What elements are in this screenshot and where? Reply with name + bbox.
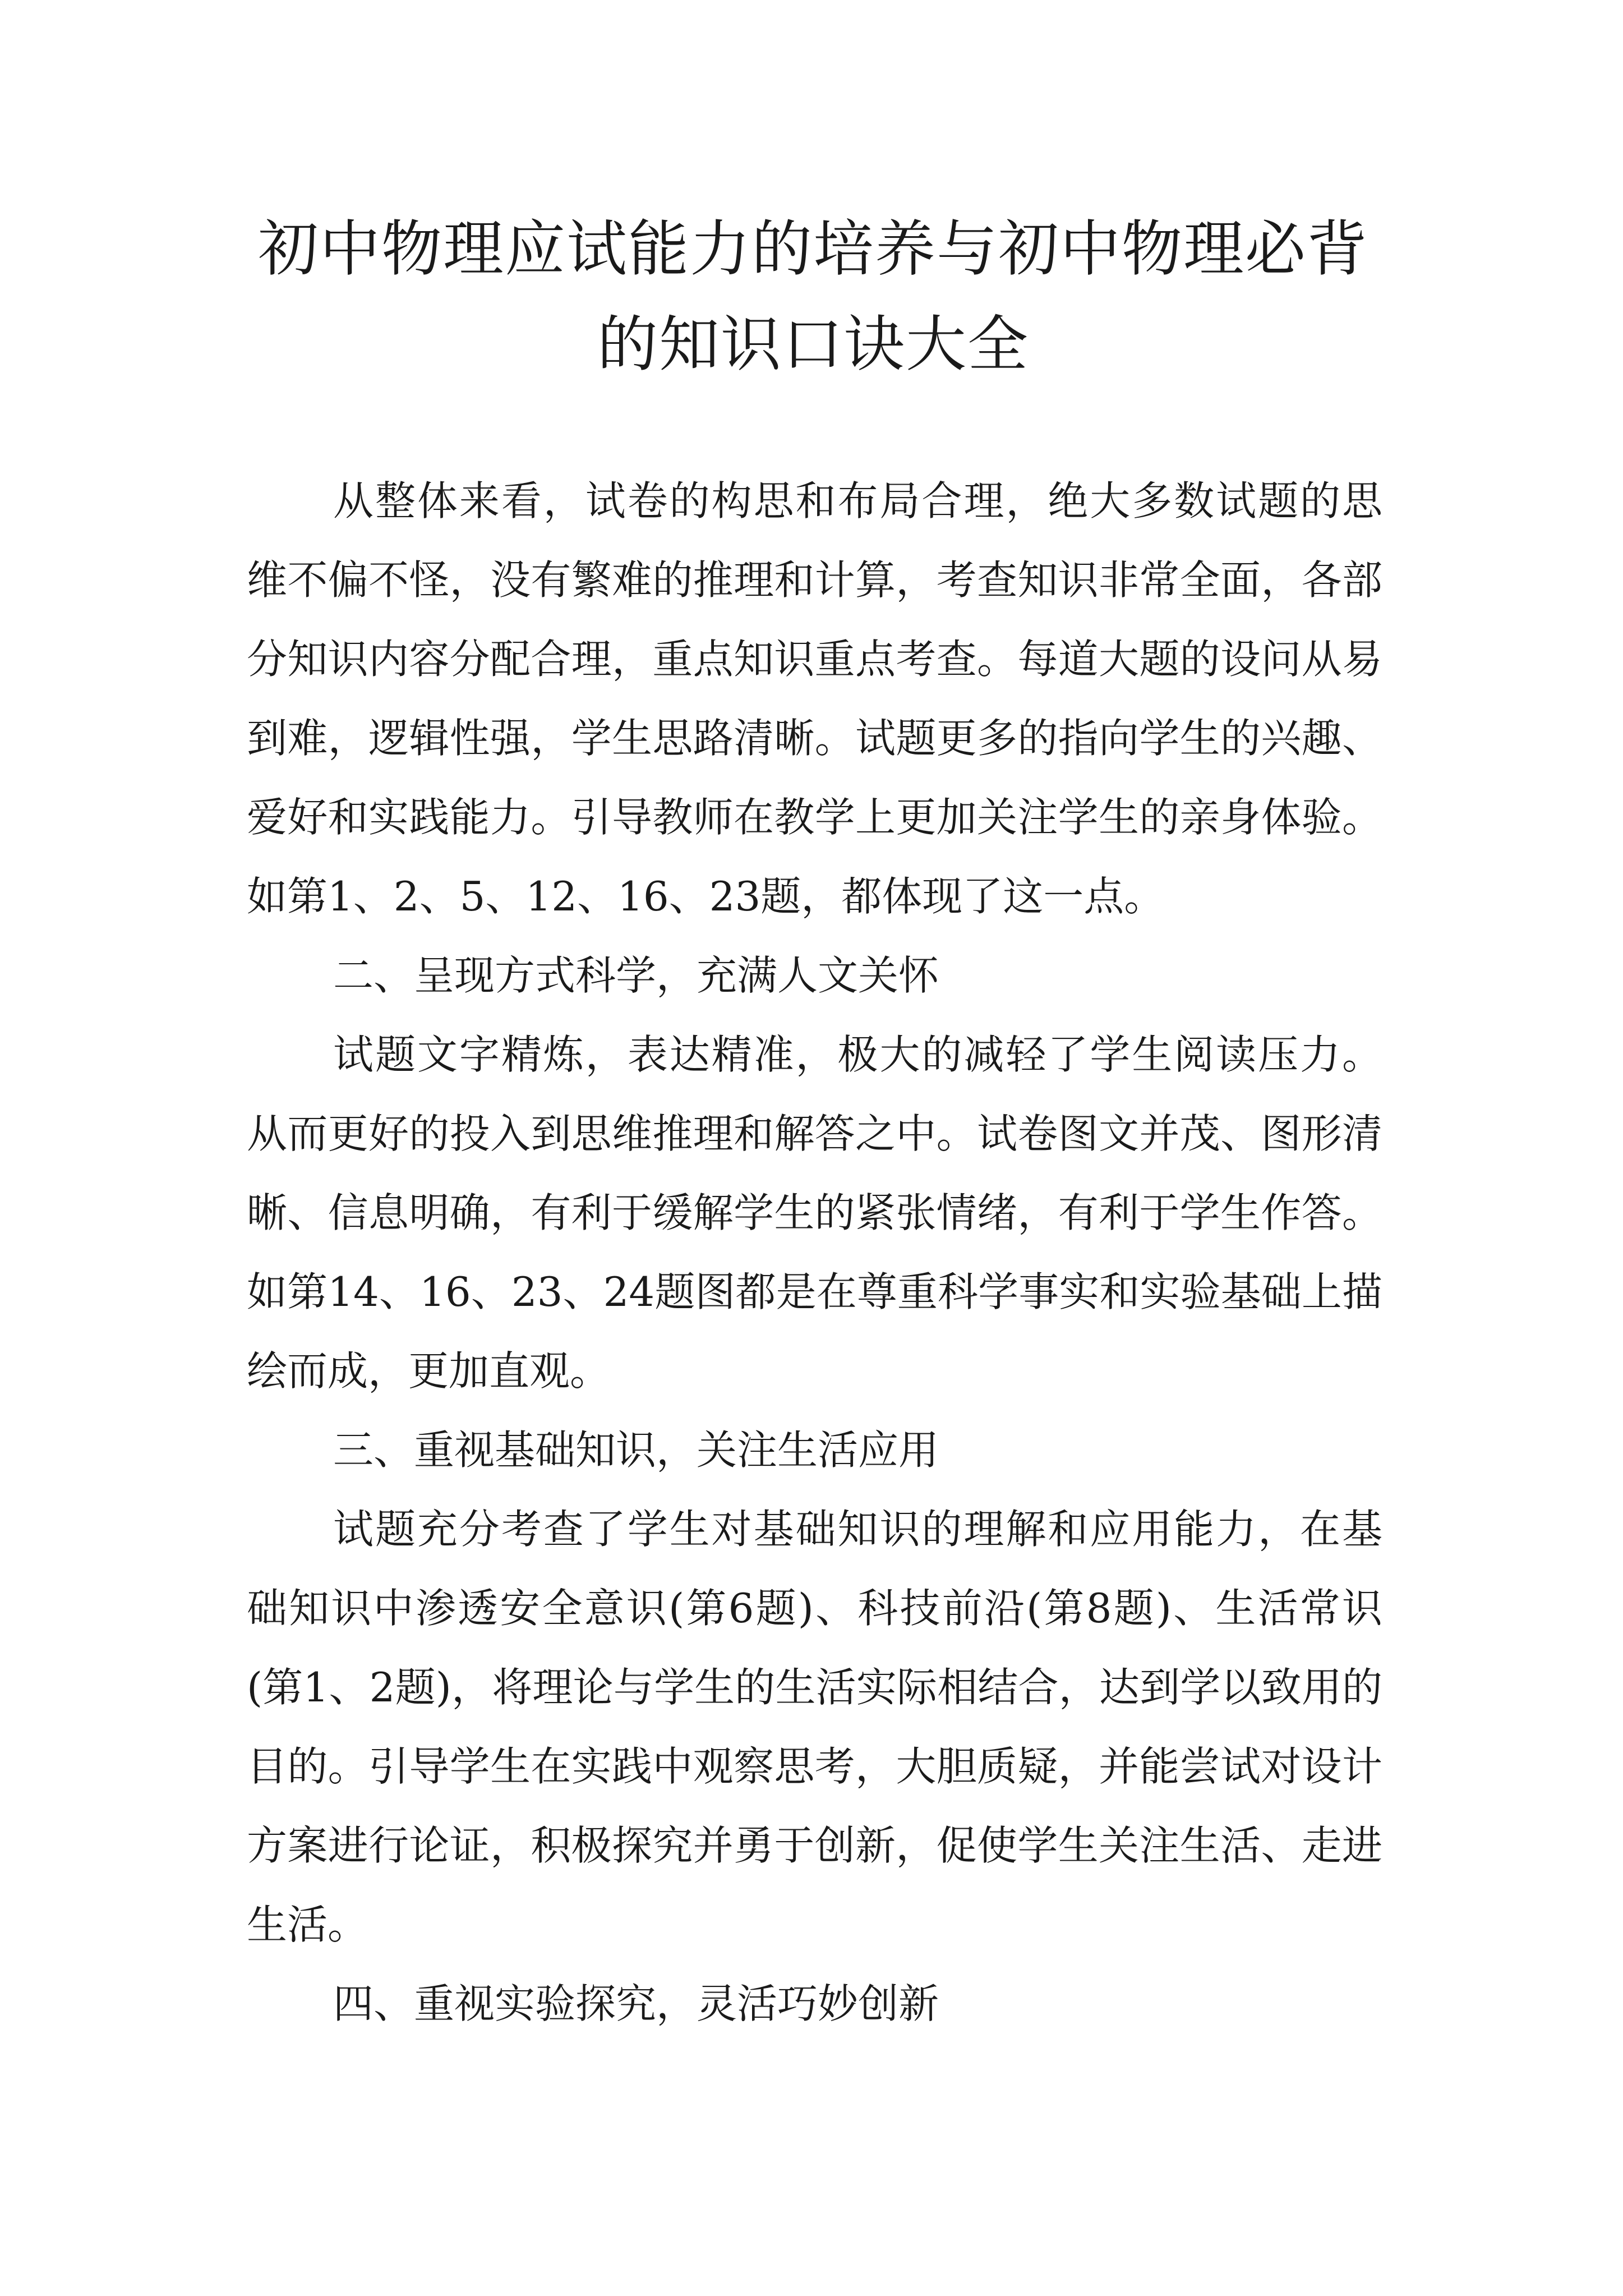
- section-heading-3: 三、重视基础知识，关注生活应用: [333, 1427, 939, 1474]
- document-body: [247, 462, 1382, 2044]
- paragraph-overview: 从整体来看，试卷的构思和布局合理，绝大多数试题的思维不偏不怪，没有繁难的推理和计算，考查知识非常全面，各部分知识内容分配合理，重点知识重点考查。每道大题的设问从易到难，逻辑性强，学生思路清晰。试题更多的指向学生的兴趣、爱好和实践能力。引导教师在教学上更加关注学生的亲身体验。如第1、2、5、12、16、23题，都体现了这一点。: [247, 477, 1382, 920]
- section-heading-4: 四、重视实验探究，灵活巧妙创新: [333, 1980, 939, 2027]
- paragraph-basics: 试题充分考查了学生对基础知识的理解和应用能力，在基础知识中渗透安全意识(第6题)、科技前沿(第8题)、生活常识(第1、2题)，将理论与学生的生活实际相结合，达到学以致用的目的。引导学生在实践中观察思考，大胆质疑，并能尝试对设计方案进行论证，积极探究并勇于创新，促使学生关注生活、走进生活。: [247, 1506, 1382, 1948]
- document-title-line-2: 的知识口诀大全: [597, 310, 1029, 380]
- document-title-line-1: 初中物理应试能力的培养与初中物理必背: [257, 214, 1368, 284]
- section-heading-2: 二、呈现方式科学，充满人文关怀: [333, 952, 939, 999]
- document-title: [247, 202, 1380, 393]
- paragraph-presentation: 试题文字精炼，表达精准，极大的减轻了学生阅读压力。从而更好的投入到思维推理和解答之中。试卷图文并茂、图形清晰、信息明确，有利于缓解学生的紧张情绪，有利于学生作答。如第14、16、23、24题图都是在尊重科学事实和实验基础上描绘而成，更加直观。: [247, 1031, 1382, 1395]
